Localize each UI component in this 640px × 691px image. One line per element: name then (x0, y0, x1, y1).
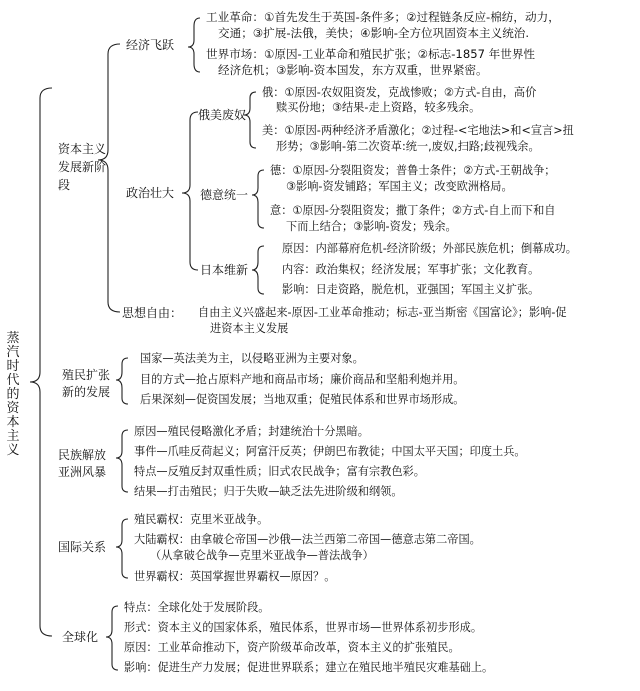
globalization-line-3: 原因：工业革命推动下，资产阶级革命改革，资本主义的扩张殖民。 (124, 641, 460, 654)
capitalism-label: 资本主义发展新阶段 (58, 142, 107, 192)
thought-line-1: 自由主义兴盛起来-原因-工业革命推动；标志-亚当斯密《国富论》；影响-促 (198, 306, 567, 319)
japan-label: 日本维新 (200, 263, 249, 277)
industrial-line-1: 工业革命：①首先发生于英国-条件多；②过程链条反应-棉纺，动力， (206, 10, 560, 24)
russia-line-1: 俄：①原因-农奴阻资发，克战惨败；②方式-自由，高价 (262, 86, 537, 99)
world-market-line-1: 世界市场：①原因-工业革命和殖民扩张；②标志-1857 年世界性 (206, 47, 536, 61)
thought-line-2: 进资本主义发展 (210, 322, 289, 335)
usa-line-1: 美：①原因-两种经济矛盾激化；②过程-<宅地法>和<宣言>扭 (262, 124, 574, 137)
liberation-label: 民族解放亚洲风暴 (58, 448, 107, 479)
international-line-4: 世界霸权：英国掌握世界霸权—原因？。 (134, 570, 336, 583)
root-title: 蒸汽时代的资本主义 (6, 331, 20, 458)
politics-brace (182, 112, 198, 270)
germany-line-2: ③影响-资发铺路；军国主义；改变欧洲格局。 (286, 180, 513, 193)
russia-line-2: 赎买份地；③结果-走上资路，较多残余。 (276, 101, 481, 114)
international-line-2: 大陆霸权：由拿破仑帝国—沙俄—法兰西第二帝国—德意志第二帝国。 (134, 533, 481, 546)
international-label: 国际关系 (58, 540, 107, 554)
japan-line-2: 内容：政治集权；经济发展；军事扩张；文化教育。 (282, 263, 540, 276)
root-brace (30, 88, 52, 636)
germany-line-1: 德：①原因-分裂阻资发；普鲁士条件；②方式-王朝战争； (270, 164, 556, 177)
economy-label: 经济飞跃 (126, 38, 175, 52)
economy-brace (188, 18, 200, 72)
liberation-line-1: 原因—殖民侵略激化矛盾；封建统治十分黑暗。 (134, 425, 369, 438)
colonial-brace (116, 358, 128, 404)
colonial-line-1: 国家—英法美为主，以侵略亚洲为主要对象。 (140, 352, 364, 365)
liberation-brace (116, 430, 128, 492)
usa-line-2: 形势；③影响-第二次资革:统一,废奴,扫路;歧视残余。 (276, 140, 540, 153)
politics-label: 政治壮大 (126, 186, 175, 200)
thought-label: 思想自由： (122, 306, 183, 320)
ru-us-label: 俄美废奴 (198, 108, 247, 122)
international-line-3: （从拿破仑战争—克里米亚战争—普法战争） (150, 549, 374, 562)
globalization-line-2: 形式：资本主义的国家体系，殖民体系，世界市场—世界体系初步形成。 (124, 621, 483, 634)
international-line-1: 殖民霸权：克里米亚战争。 (134, 513, 269, 526)
japan-brace (252, 246, 264, 294)
globalization-line-1: 特点：全球化处于发展阶段。 (124, 601, 270, 614)
de-it-label: 德意统一 (200, 188, 249, 202)
italy-line-1: 意：①原因-分裂阻资发；撒丁条件；②方式-自上而下和自 (270, 204, 556, 217)
liberation-line-4: 结果—打击殖民；归于失败—缺乏法先进阶级和纲领。 (134, 485, 403, 498)
globalization-line-4: 影响：促进生产力发展；促进世界联系；建立在殖民地半殖民灾难基础上。 (124, 661, 494, 674)
japan-line-1: 原因：内部幕府危机-经济阶级；外部民族危机；倒幕成功。 (282, 242, 577, 255)
industrial-line-2: 交通；③扩展-法俄，美快；④影响-全方位巩固资本主义统治. (218, 26, 530, 40)
globalization-brace (106, 606, 118, 670)
world-market-line-2: 经济危机；③影响-资本国发，东方双重，世界紧密。 (218, 63, 488, 77)
international-brace (116, 519, 128, 578)
japan-line-3: 影响：日走资路，脱危机，亚强国；军国主义扩张。 (282, 283, 540, 296)
globalization-label: 全球化 (62, 630, 99, 644)
colonial-line-3: 后果深刻—促资国发展；当地双重；促殖民体系和世界市场形成。 (140, 393, 465, 406)
colonial-label: 殖民扩张新的发展 (62, 368, 111, 399)
italy-line-2: 下而上结合；③影响-资发；残余。 (286, 220, 457, 233)
colonial-line-2: 目的方式—抢占原料产地和商品市场；廉价商品和坚船利炮并用。 (140, 373, 465, 386)
liberation-line-3: 特点—反殖反封双重性质；旧式农民战争；富有宗教色彩。 (134, 465, 425, 478)
liberation-line-2: 事件—爪哇反荷起义；阿富汗反英；伊朗巴布教徒；中国太平天国；印度土兵。 (134, 445, 526, 458)
de-it-brace (252, 170, 264, 228)
